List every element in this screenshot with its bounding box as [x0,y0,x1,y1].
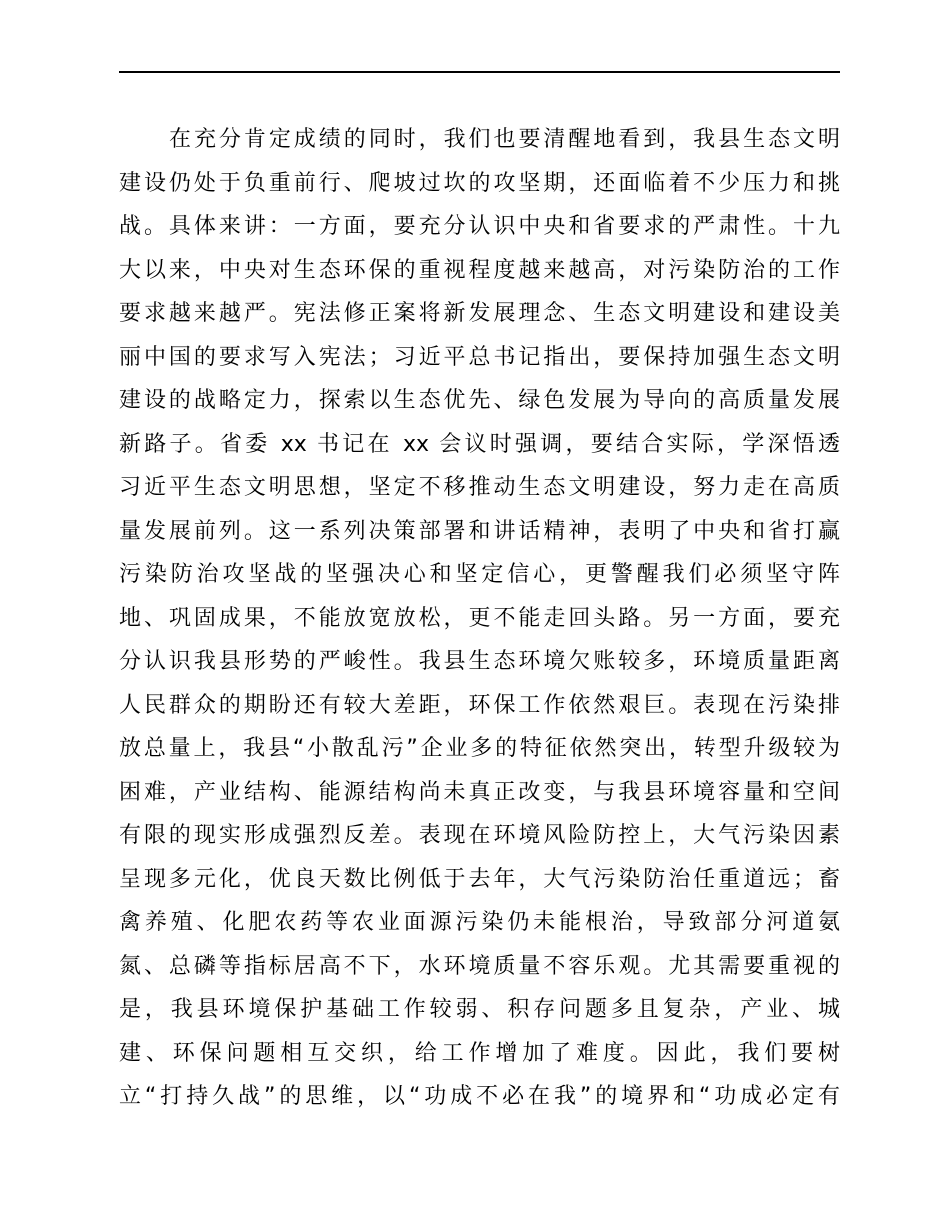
text-line: 有限的现实形成强烈反差。表现在环境风险防控上，大气污染因素 [119,823,840,848]
text-line: 建设仍处于负重前行、爬坡过坎的攻坚期，还面临着不少压力和挑 [119,170,840,196]
text-line: 禽养殖、化肥农药等农业面源污染仍未能根治，导致部分河道氨 [119,910,840,935]
text-line: 量发展前列。这一系列决策部署和讲话精神，表明了中央和省打赢 [119,518,840,544]
text-line: 丽中国的要求写入宪法；习近平总书记指出，要保持加强生态文明 [119,344,840,370]
text-line: 习近平生态文明思想，坚定不移推动生态文明建设，努力走在高质 [119,475,840,500]
text-line: 呈现多元化，优良天数比例低于去年，大气污染防治任重道远；畜 [119,866,840,892]
text-line: 立“打持久战”的思维，以“功成不必在我”的境界和“功成必定有 [119,1084,840,1109]
text-line: 建设的战略定力，探索以生态优先、绿色发展为导向的高质量发展 [119,388,840,413]
text-line: 在充分肯定成绩的同时，我们也要清醒地看到，我县生态文明 [169,127,840,152]
text-line: 大以来，中央对生态环保的重视程度越来越高，对污染防治的工作 [119,257,840,283]
text-line: 战。具体来讲：一方面，要充分认识中央和省要求的严肃性。十九 [119,214,840,239]
text-line: 困难，产业结构、能源结构尚未真正改变，与我县环境容量和空间 [119,779,840,805]
header-rule [119,71,840,73]
text-line: 是，我县环境保护基础工作较弱、积存问题多且复杂，产业、城 [119,997,840,1022]
text-line: 分认识我县形势的严峻性。我县生态环境欠账较多，环境质量距离 [119,649,840,674]
document-body [119,118,840,1119]
text-line: 氮、总磷等指标居高不下，水环境质量不容乐观。尤其需要重视的 [119,953,840,979]
text-line: 地、巩固成果，不能放宽放松，更不能走回头路。另一方面，要充 [119,605,840,631]
text-line: 人民群众的期盼还有较大差距，环保工作依然艰巨。表现在污染排 [119,692,840,718]
text-line: 建、环保问题相互交织，给工作增加了难度。因此，我们要树 [119,1040,840,1066]
text-line: 放总量上，我县“小散乱污”企业多的特征依然突出，转型升级较为 [119,736,840,761]
text-line: 新路子。省委 xx 书记在 xx 会议时强调，要结合实际，学深悟透 [119,431,840,457]
text-line: 要求越来越严。宪法修正案将新发展理念、生态文明建设和建设美 [119,301,840,326]
text-line: 污染防治攻坚战的坚强决心和坚定信心，更警醒我们必须坚守阵 [119,562,840,587]
